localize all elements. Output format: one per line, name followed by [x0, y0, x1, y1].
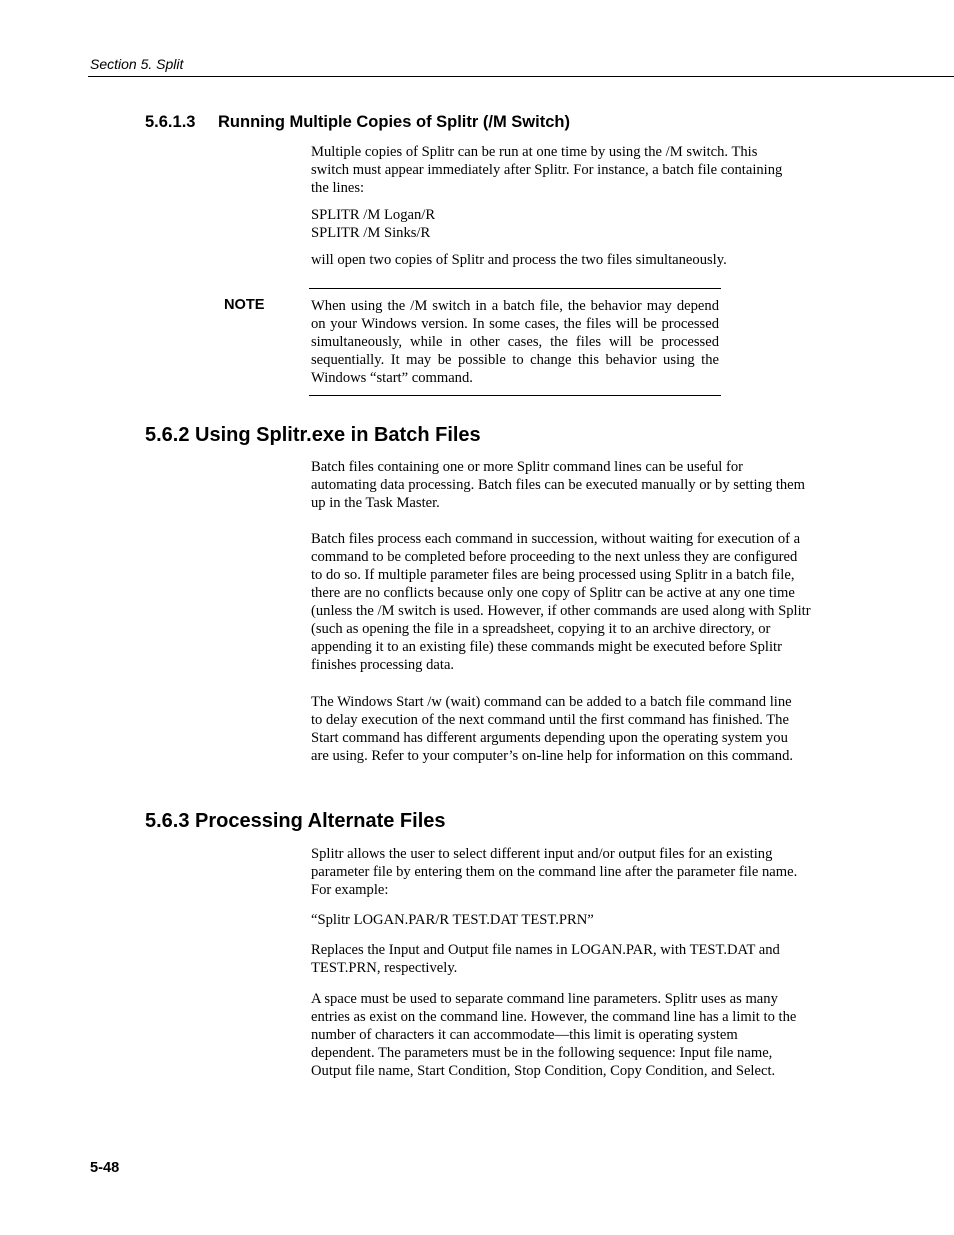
- paragraph-space-separator: A space must be used to separate command line parameters. Splitr uses as many entries as exist on the command line. However, the command line has a limit to the number of characters it can accommodate—this limit is operating system dependent. The parameters must be in the following sequence: Input file name, Output file name, Start Condition, Stop Condition, Copy Condition, and Select.: [311, 991, 797, 1079]
- note-text: When using the /M switch in a batch file, the behavior may depend on your Windows version. In some cases, the files will be processed simultaneously, while in other cases, the files will be processed sequentially. It may be possible to change this behavior using the Windows “start” command.: [311, 298, 719, 386]
- running-header: Section 5. Split: [90, 56, 184, 72]
- heading-5-6-2: 5.6.2 Using Splitr.exe in Batch Files: [145, 424, 481, 446]
- note-top-rule: [309, 288, 721, 289]
- paragraph-batch-files-process: Batch files process each command in succession, without waiting for execution of a command to be completed before proceeding to the next unless they are configured to do so. If multiple parameter files are being processed using Splitr in a batch file, there are no conflicts because only one copy of Splitr can be active at any one time (unless the /M switch is used. However, if other commands are used along with Splitr (such as opening the file in a spreadsheet, copying it to an archive directory, or appending it to an existing file) these commands might be executed before Splitr finishes processing data.: [311, 531, 811, 673]
- heading-5-6-1-3: [145, 113, 570, 132]
- note-label: NOTE: [224, 297, 265, 313]
- heading-number: 5.6.1.3: [145, 113, 196, 131]
- paragraph-batch-files-intro: Batch files containing one or more Splitr command lines can be useful for automating data processing. Batch files can be executed manually or by setting them up in the Task Master.: [311, 459, 806, 511]
- paragraph-alternate-files-intro: Splitr allows the user to select different input and/or output files for an existing parameter file by entering them on the command line after the parameter file name. For example:: [311, 846, 798, 898]
- paragraph-multiple-copies: Multiple copies of Splitr can be run at one time by using the /M switch. This switch must appear immediately after Splitr. For instance, a batch file containing the lines:: [311, 144, 783, 196]
- paragraph-replaces: Replaces the Input and Output file names in LOGAN.PAR, with TEST.DAT and TEST.PRN, respectively.: [311, 942, 780, 976]
- heading-5-6-3: 5.6.3 Processing Alternate Files: [145, 810, 446, 832]
- code-line-1: SPLITR /M Logan/R: [311, 207, 436, 223]
- example-command: “Splitr LOGAN.PAR/R TEST.DAT TEST.PRN”: [311, 912, 594, 928]
- heading-title: Running Multiple Copies of Splitr (/M Switch): [218, 113, 570, 131]
- code-line-2: SPLITR /M Sinks/R: [311, 225, 431, 241]
- paragraph-start-wait: The Windows Start /w (wait) command can be added to a batch file command line to delay execution of the next command until the first command has finished. The Start command has different arguments depending upon the operating system you are using. Refer to your computer’s on-line help for information on this command.: [311, 694, 794, 764]
- header-rule: [88, 76, 954, 77]
- note-bottom-rule: [309, 395, 721, 396]
- paragraph-open-two-copies: will open two copies of Splitr and process the two files simultaneously.: [311, 252, 727, 268]
- page-number: 5-48: [90, 1160, 120, 1176]
